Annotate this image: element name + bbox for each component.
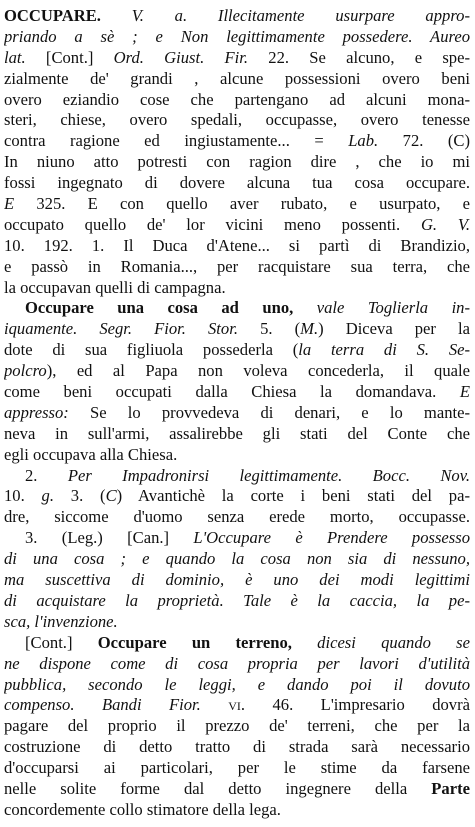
text-segment: e passò in Romania..., per racquistare sua terra, che — [4, 256, 470, 276]
text-line — [4, 549, 470, 570]
text-segment: Parte — [431, 778, 470, 798]
text-segment — [293, 298, 316, 317]
text-segment: Occupare un terreno, — [97, 632, 292, 652]
text-line — [4, 779, 470, 800]
text-segment: vi. — [228, 695, 246, 715]
text-segment: come beni occupati dalla Chiesa la domandava. — [4, 382, 460, 402]
text-segment: d'occuparsi ai particolari, per le stime da farsene — [4, 758, 470, 778]
text-line — [4, 110, 470, 131]
text-line — [4, 716, 470, 737]
text-segment: 3. ( — [54, 486, 106, 506]
text-segment: E — [459, 382, 470, 402]
text-segment: V. a. Illecitamente usurpare appro- — [131, 6, 470, 25]
text-line — [4, 570, 470, 591]
text-segment: In niuno atto potresti con ragion dire , che io mi — [4, 152, 470, 172]
text-line — [4, 90, 470, 111]
text-segment: [Cont.] — [25, 47, 114, 67]
text-segment: OCCUPARE. — [4, 6, 101, 25]
text-segment: steri, chiese, overo spedali, occupasse, overo tenesse — [4, 110, 470, 130]
text-segment: costruzione di detto tratto di strada sarà necessario — [4, 737, 470, 757]
text-segment: 10. — [4, 486, 42, 506]
text-segment: compenso. Bandi Fior. — [4, 695, 201, 715]
text-segment: E — [4, 194, 15, 214]
text-segment: 2. — [25, 465, 68, 485]
text-line — [4, 654, 470, 675]
text-segment: M. — [300, 319, 319, 339]
text-segment: 46. L'impresario dovrà — [245, 695, 470, 715]
text-segment: nelle solite forme dal detto ingegnere della — [4, 778, 432, 798]
text-line — [4, 194, 470, 215]
text-line — [4, 633, 470, 654]
text-segment: dre, siccome d'uomo senza erede morto, occupasse. — [4, 507, 470, 527]
text-line — [4, 69, 470, 90]
text-line — [4, 6, 470, 27]
text-segment: ) Avantichè la corte i beni stati del pa- — [116, 486, 470, 506]
text-segment — [101, 6, 132, 25]
text-segment: 5. ( — [238, 319, 301, 339]
text-segment: 22. Se alcuno, e spe- — [248, 47, 470, 67]
text-segment: di acquistare la proprietà. Tale è la caccia, la pe- — [4, 590, 470, 610]
text-segment: 325. E con quello aver rubato, e usurpato, e — [14, 194, 470, 214]
text-line — [4, 800, 470, 821]
text-segment — [201, 695, 228, 714]
text-line — [4, 27, 470, 48]
text-line — [4, 528, 470, 549]
text-segment: ), ed al Papa non voleva concederla, il quale — [46, 361, 470, 381]
text-segment: dicesi quando se — [317, 632, 470, 652]
text-segment: ) Diceva per la — [318, 319, 470, 339]
text-segment: zialmente de' grandi , alcune possessioni overo beni — [4, 68, 470, 88]
text-line — [4, 675, 470, 696]
text-segment: g. — [41, 486, 54, 506]
text-segment: L'Occupare è Prendere possesso — [193, 528, 470, 548]
text-segment: pagare del proprio il prezzo de' terreni, che per la — [4, 716, 470, 736]
text-segment: neva in sull'armi, assalirebbe gli stati del Conte che — [4, 423, 470, 443]
text-line — [4, 382, 470, 403]
text-line — [4, 278, 470, 299]
text-segment: ma suscettiva di dominio, è uno dei modi legittimi — [4, 570, 470, 590]
text-line — [4, 612, 470, 633]
text-line — [4, 215, 470, 236]
text-line — [4, 131, 470, 152]
text-segment: Ord. Giust. Fir. — [113, 47, 249, 67]
text-segment: priando a sè ; e Non legittimamente possedere. Aureo — [4, 26, 470, 46]
text-line — [4, 403, 470, 424]
text-segment: dote di sua figliuola possederla ( — [4, 340, 299, 360]
dictionary-entry-occupare — [4, 6, 470, 821]
text-segment: concordemente collo stimatore della lega. — [4, 799, 281, 819]
text-segment: ne dispone come di cosa propria per lavori d'utilità — [4, 653, 470, 673]
text-line — [4, 319, 470, 340]
text-segment: egli occupava alla Chiesa. — [4, 444, 178, 464]
text-line — [4, 591, 470, 612]
text-segment: Se lo provvedeva di denari, e lo mante- — [68, 402, 470, 422]
text-segment: 10. 192. 1. Il Duca d'Atene... si partì di Brandizio, — [4, 235, 470, 255]
text-line — [4, 48, 470, 69]
text-segment — [292, 633, 317, 652]
text-segment: Lab. — [348, 131, 379, 151]
text-line — [4, 236, 470, 257]
text-line — [4, 466, 470, 487]
text-segment: [Cont.] — [25, 632, 98, 652]
text-segment: Per Impadronirsi legittimamente. Bocc. Nov. — [67, 465, 470, 485]
text-line — [4, 257, 470, 278]
text-line — [4, 361, 470, 382]
text-line — [4, 173, 470, 194]
text-segment: G. V. — [420, 214, 470, 234]
text-segment: C — [105, 486, 117, 506]
text-segment: iquamente. Segr. Fior. Stor. — [4, 319, 238, 339]
text-segment: vale Toglierla in- — [316, 298, 470, 318]
text-segment: contra ragione ed ingiustamente... = — [4, 131, 349, 151]
text-line — [4, 737, 470, 758]
text-line — [4, 486, 470, 507]
text-line — [4, 507, 470, 528]
text-segment: 72. (C) — [378, 131, 470, 151]
text-segment: sca, l'invenzione. — [4, 611, 118, 631]
text-segment: la occupavan quelli di campagna. — [4, 277, 226, 297]
text-segment: la terra di S. Se- — [298, 340, 470, 360]
text-line — [4, 695, 470, 716]
text-segment: appresso: — [4, 402, 69, 422]
text-line — [4, 445, 470, 466]
text-segment: pubblica, secondo le leggi, e dando poi il dovuto — [4, 674, 470, 694]
text-line — [4, 424, 470, 445]
text-line — [4, 758, 470, 779]
text-line — [4, 298, 470, 319]
text-segment: di una cosa ; e quando la cosa non sia di nessuno, — [4, 549, 470, 569]
text-line — [4, 152, 470, 173]
text-line — [4, 340, 470, 361]
text-segment: Occupare una cosa ad uno, — [25, 298, 294, 318]
text-segment: occupato quello de' lor vicini meno possenti. — [4, 214, 421, 234]
text-segment: polcro — [4, 361, 47, 381]
text-segment: lat. — [4, 47, 26, 67]
text-segment: 3. (Leg.) [Can.] — [25, 528, 194, 548]
text-segment: fossi ingegnato di dovere alcuna tua cosa occupare. — [4, 173, 470, 193]
text-segment: overo eziandio cose che partengano ad alcuni mona- — [4, 89, 470, 109]
